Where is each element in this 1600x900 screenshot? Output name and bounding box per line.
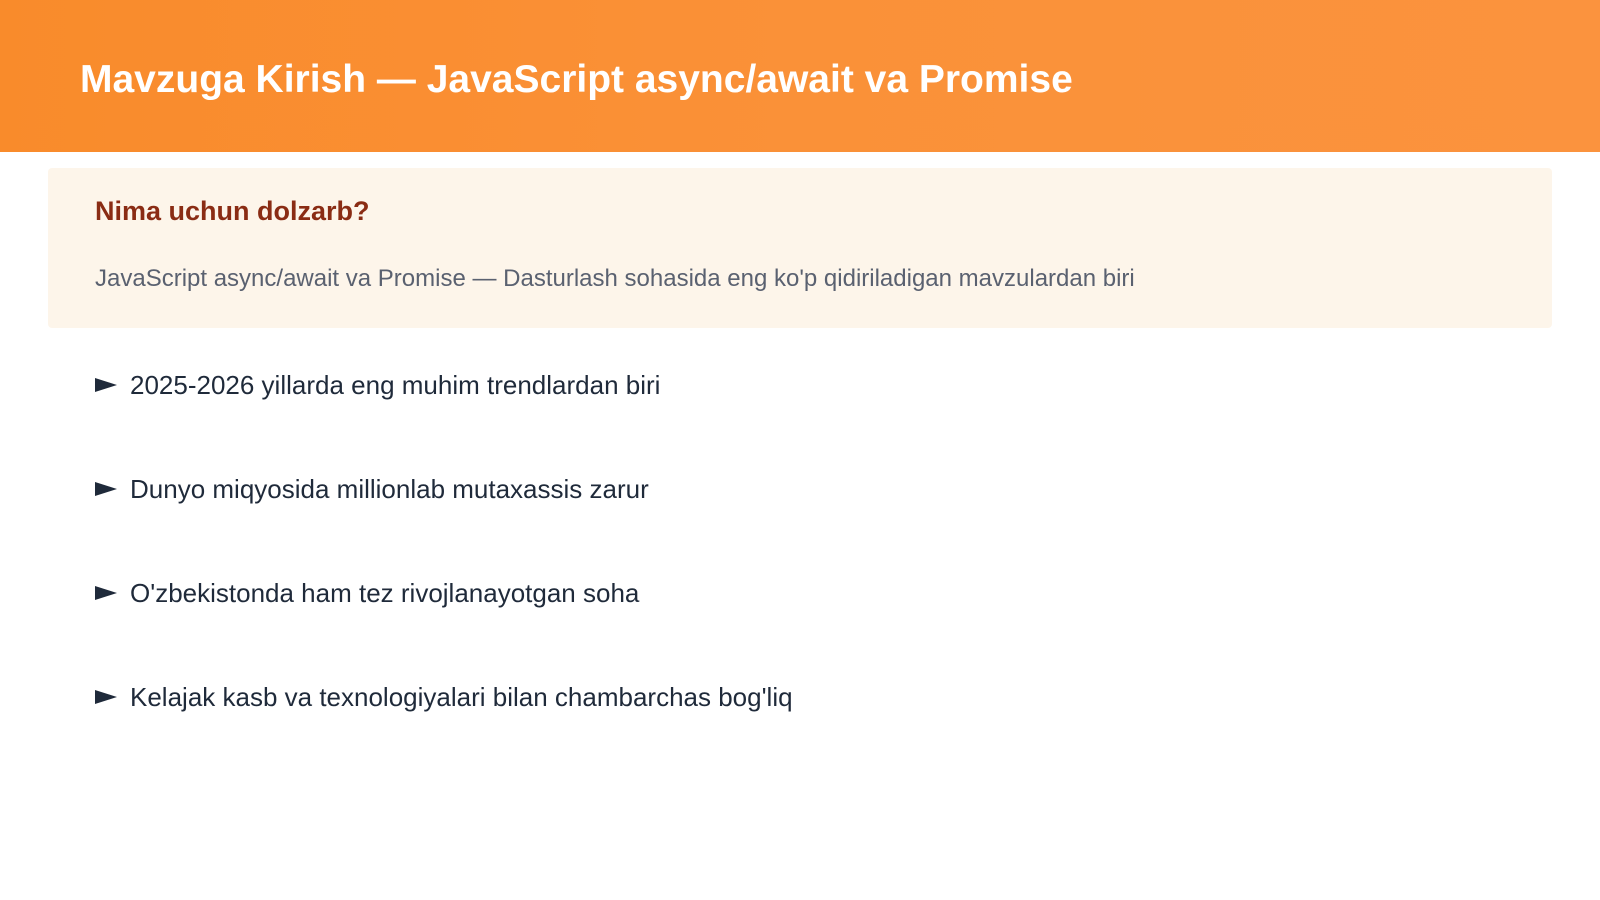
slide-title: Mavzuga Kirish — JavaScript async/await va Promise [80, 58, 1073, 101]
bullet-item [95, 369, 1495, 473]
bullet-text: 2025-2026 yillarda eng muhim trendlardan biri [130, 370, 661, 400]
bullet-text: Kelajak kasb va texnologiyalari bilan chambarchas bog'liq [130, 682, 793, 712]
header-bar [0, 0, 1600, 152]
callout-heading: Nima uchun dolzarb? [95, 196, 370, 226]
callout-box [48, 168, 1552, 328]
bullet-item [95, 473, 1495, 577]
bullet-item [95, 577, 1495, 681]
play-triangle-icon [95, 586, 117, 600]
bullet-text: Dunyo miqyosida millionlab mutaxassis zarur [130, 474, 649, 504]
bullet-item [95, 681, 1495, 785]
play-triangle-icon [95, 378, 117, 392]
bullet-list [95, 369, 1495, 785]
bullet-text: O'zbekistonda ham tez rivojlanayotgan soha [130, 578, 640, 608]
play-triangle-icon [95, 482, 117, 496]
callout-text: JavaScript async/await va Promise — Dasturlash sohasida eng ko'p qidiriladigan mavzulardan biri [95, 265, 1135, 292]
play-triangle-icon [95, 690, 117, 704]
